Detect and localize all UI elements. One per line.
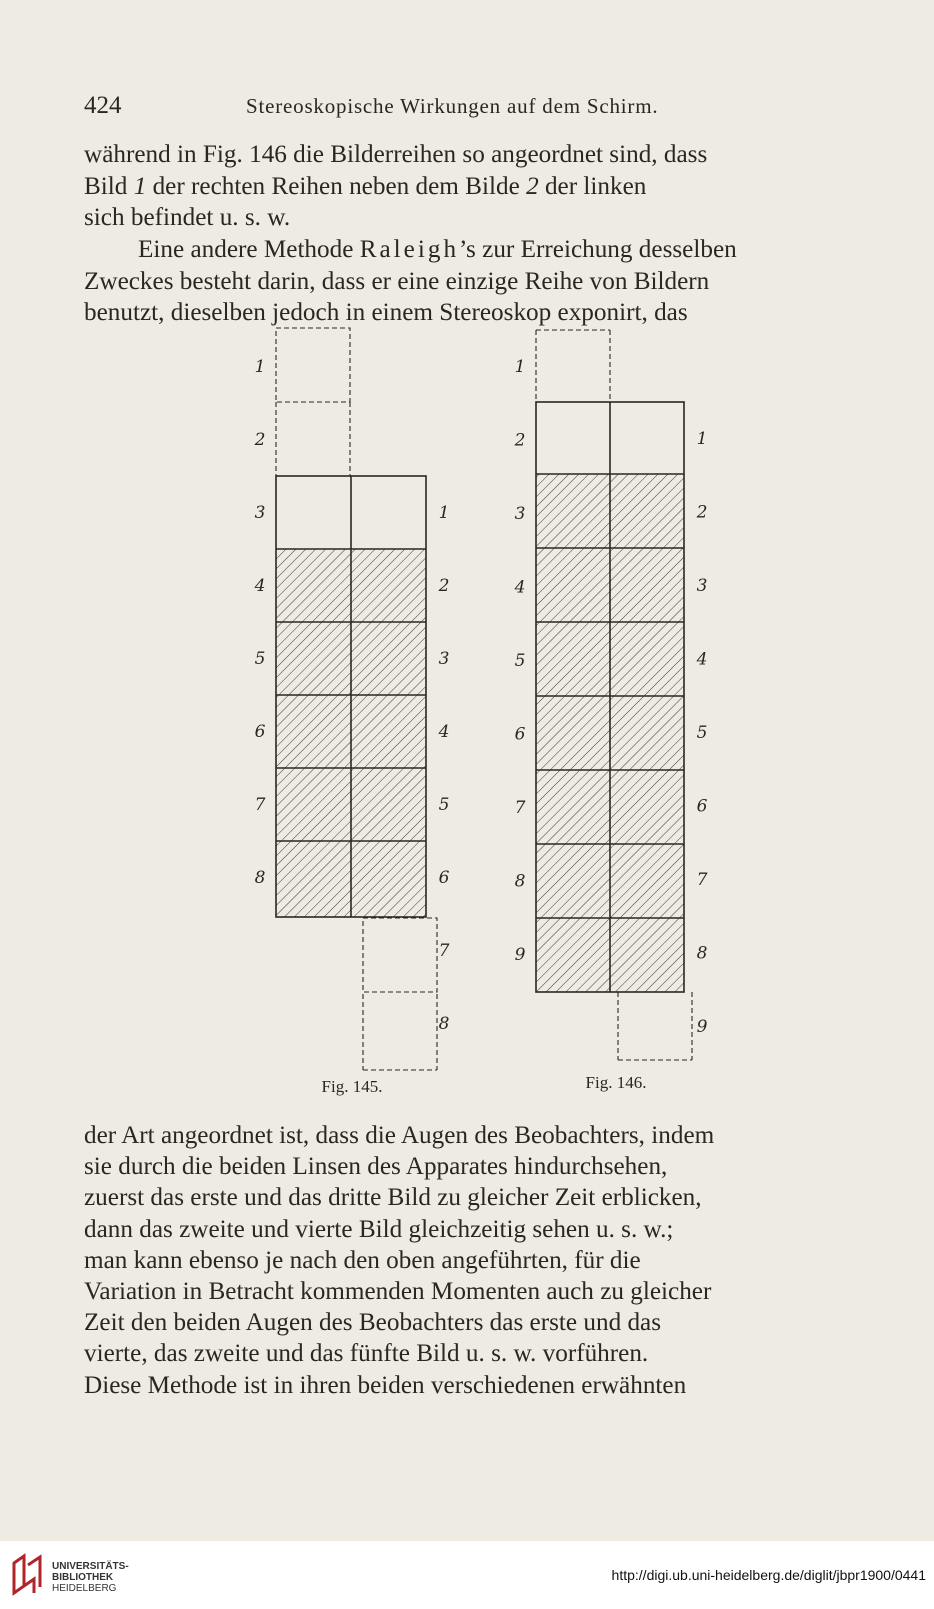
- text-line: dann das zweite und vierte Bild gleichzeitig sehen u. s. w.;: [84, 1215, 674, 1243]
- fig146-left-label: 7: [514, 798, 526, 818]
- fig145-left-label: 8: [254, 868, 266, 888]
- text-line: der Art angeordnet ist, dass die Augen des Beobachters, indem: [84, 1122, 715, 1149]
- fig145-right-label: 3: [438, 649, 450, 669]
- author-name: Raleigh: [359, 236, 460, 263]
- fig146-left-label: 4: [514, 577, 526, 598]
- fig145-left-label: 1: [254, 357, 266, 377]
- fig146-left-label: 9: [514, 945, 526, 965]
- text-line: man kann ebenso je nach den oben angeführten, für die: [84, 1246, 641, 1274]
- running-header: [84, 92, 864, 128]
- figure-ref-number: 1: [133, 172, 147, 200]
- fig146-right-label: 4: [696, 649, 708, 670]
- fig145-left-label: 3: [254, 503, 266, 523]
- fig146-right-label: 9: [696, 1017, 708, 1037]
- library-logo-icon: [10, 1553, 44, 1597]
- fig145-right-label: 6: [438, 868, 450, 888]
- figure-146-caption: Fig. 146.: [585, 1073, 647, 1092]
- figure-145-diagram: [254, 328, 450, 1096]
- fig146-left-label: 2: [514, 430, 526, 451]
- paragraph-3: [84, 1120, 881, 1401]
- fig146-left-label: 3: [514, 504, 526, 524]
- figure-ref-number: 2: [526, 172, 539, 200]
- figure-146-diagram: [514, 330, 708, 1092]
- fig145-left-label: 2: [254, 430, 266, 450]
- text-line: benutzt, dieselben jedoch in einem Stereoskop exponirt, das: [84, 299, 688, 327]
- text-line: Diese Methode ist in ihren beiden verschiedenen erwähnten: [84, 1371, 687, 1399]
- text-line: sie durch die beiden Linsen des Apparates hindurchsehen,: [84, 1153, 668, 1181]
- fig146-left-label: 8: [514, 871, 526, 892]
- fig145-cell-dashed: [276, 328, 350, 402]
- fig145-right-label: 1: [438, 503, 450, 523]
- fig145-right-label: 4: [438, 722, 450, 742]
- digitization-footer: [0, 1541, 934, 1609]
- figure-diagrams: [0, 320, 934, 1120]
- fig146-left-label: 5: [514, 651, 526, 671]
- text-line: Variation in Betracht kommenden Momenten auch zu gleicher: [84, 1278, 712, 1306]
- fig146-left-label: 6: [514, 724, 526, 745]
- fig145-right-label: 5: [438, 795, 450, 815]
- text-line: zuerst das erste und das dritte Bild zu gleicher Zeit erblicken,: [84, 1184, 702, 1212]
- fig146-left-label: 1: [514, 357, 526, 377]
- text-line: Zeit den beiden Augen des Beobachters das erste und das: [84, 1309, 662, 1337]
- library-name: UNIVERSITÄTS- BIBLIOTHEK HEIDELBERG: [52, 1561, 129, 1594]
- fig145-left-label: 4: [254, 576, 266, 596]
- fig146-right-label: 5: [696, 723, 708, 743]
- fig146-right-label: 7: [696, 870, 708, 890]
- fig145-left-label: 7: [254, 795, 266, 815]
- text-line: sich befindet u. s. w.: [84, 204, 291, 232]
- figure-145-caption: Fig. 145.: [321, 1077, 383, 1096]
- fig145-right-label: 7: [438, 941, 450, 961]
- fig145-cell-dashed: [363, 918, 437, 992]
- fig145-right-label: 8: [438, 1014, 450, 1034]
- source-url-link[interactable]: http://digi.ub.uni-heidelberg.de/diglit/jbpr1900/0441: [611, 1567, 926, 1583]
- text-line: vierte, das zweite und das fünfte Bild u. s. w. vorführen.: [84, 1340, 649, 1368]
- paragraph-1: [84, 139, 881, 234]
- fig145-left-label: 6: [254, 722, 266, 742]
- text-line: Zweckes besteht darin, dass er eine einzige Reihe von Bildern: [84, 267, 710, 295]
- fig146-right-label: 6: [696, 796, 708, 817]
- fig146-right-label: 2: [696, 502, 708, 523]
- fig145-left-label: 5: [254, 649, 266, 669]
- fig146-right-label: 1: [696, 429, 708, 449]
- page-number: 424: [84, 92, 122, 119]
- text-line: während in Fig. 146 die Bilderreihen so angeordnet sind, dass: [84, 141, 708, 168]
- text-line: Bild 1 der rechten Reihen neben dem Bilde 2 der linken: [84, 172, 647, 200]
- fig145-right-label: 2: [438, 576, 450, 596]
- paragraph-2: [84, 234, 881, 329]
- running-title: Stereoskopische Wirkungen auf dem Schirm.: [246, 94, 659, 118]
- fig146-right-label: 3: [696, 576, 708, 596]
- fig146-right-label: 8: [696, 943, 708, 964]
- text-line: Eine andere Methode Raleigh’s zur Erreichung desselben: [138, 236, 737, 263]
